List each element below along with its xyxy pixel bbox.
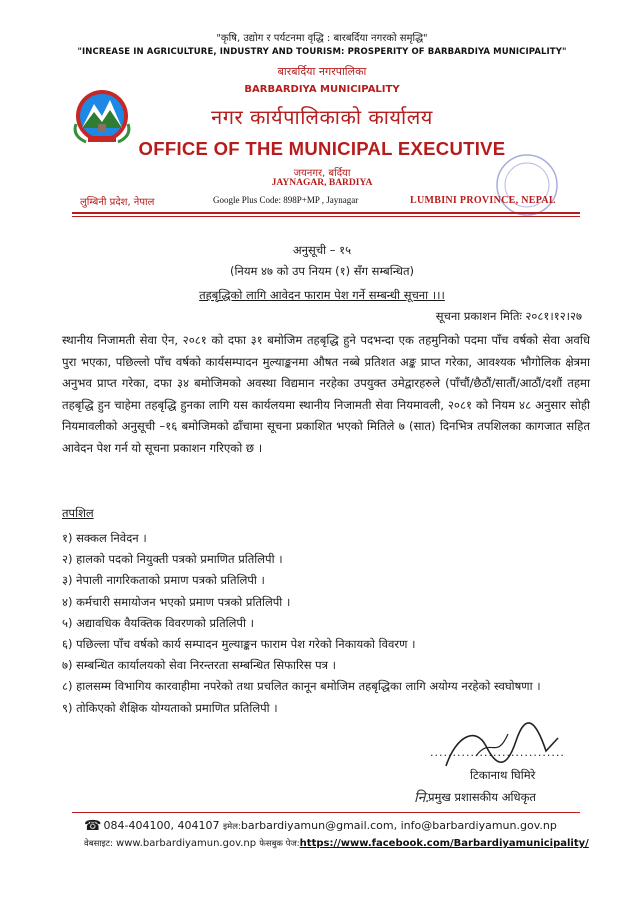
annex-number: अनुसूची – १५ bbox=[292, 243, 352, 257]
web-line bbox=[84, 838, 589, 849]
rule-reference: (नियम ४७ को उप नियम (१) सँग सम्बन्धित) bbox=[229, 264, 415, 278]
province-nepali: लुम्बिनी प्रदेश, नेपाल bbox=[80, 197, 155, 208]
province-english: LUMBINI PROVINCE, NEPAL bbox=[410, 195, 556, 206]
facebook-label: फेसबुक पेज: bbox=[259, 839, 300, 849]
phone-numbers: 084-404100, 404107 bbox=[103, 819, 220, 832]
place-english: JAYNAGAR, BARDIYA bbox=[271, 178, 373, 188]
website-link[interactable]: www.barbardiyamun.gov.np bbox=[116, 838, 257, 849]
list-item: ८) हालसम्म विभागिय कारवाहीमा नपरेको तथा प्रचलित कानून बमोजिम तहबृद्धिका लागि अयोग्य नरहेको स्वघोषणा । bbox=[62, 679, 541, 694]
signer-name: टिकानाथ घिमिरे bbox=[470, 768, 536, 782]
place-nepali: जयनगर, बर्दिया bbox=[293, 168, 351, 179]
footer-divider bbox=[72, 812, 580, 813]
municipality-name-nepali: बारबर्दिया नगरपालिका bbox=[277, 65, 367, 78]
google-plus-code: Google Plus Code: 898P+MP , Jaynagar bbox=[213, 195, 359, 205]
signature-line: .............................. bbox=[430, 746, 565, 759]
contact-line bbox=[84, 818, 557, 834]
motto-english: "INCREASE IN AGRICULTURE, INDUSTRY AND TOURISM: PROSPERITY OF BARBARDIYA MUNICIPALITY" bbox=[77, 47, 567, 57]
list-item: १) सक्कल निवेदन । bbox=[62, 531, 147, 545]
office-title-nepali: नगर कार्यपालिकाको कार्यालय bbox=[211, 105, 433, 129]
list-item: ३) नेपाली नागरिकताको प्रमाण पत्रको प्रतिलिपी । bbox=[62, 573, 265, 588]
list-item: २) हालको पदको नियुक्ती पत्रको प्रमाणित प्रतिलिपी । bbox=[62, 552, 283, 567]
notice-body: स्थानीय निजामती सेवा ऐन, २०८१ को दफा ३१ बमोजिम तहबृद्धि हुने पदभन्दा एक तहमुनिको पदमा पाँच वर्षको सेवा अवधि पुरा भएका, पछिल्लो पाँच वर्षको कार्यसम्पादन मुल्याङ्कनमा औषत नब्बे प्रतिशत अङ्क प्राप्त गरेका, आवश्यक भौगोलिक क्षेत्रमा अनुभव प्राप्त गरेका, दफा ३४ बमोजिमको अवस्था विद्यमान नरहेका उपयुक्त उमेद्वारहरुले (पाँचौं/छैठौं/सातौं/आठौं/दशौं तहमा तहबृद्धि हुन चाहेमा तहबृद्धि हुनका लागि यस कार्यलयमा स्थानीय निजामती सेवा नियमावली, २०८१ को नियम ४८ अनुसार सोही नियमावलीको अनुसूची –१६ बमोजिमको ढाँचामा सूचना प्रकाशित भएको मितिले ७ (सात) दिनभित्र तपशिलका कागजात सहित आवेदन पेश गर्न यो सूचना प्रकाशन गरिएको छ । bbox=[62, 333, 590, 455]
phone-icon: ☎ bbox=[84, 818, 102, 834]
website-label: वेबसाइट: bbox=[84, 839, 113, 849]
list-item: ४) कर्मचारी समायोजन भएको प्रमाण पत्रको प्रतिलिपी । bbox=[62, 594, 291, 609]
email-addresses[interactable]: barbardiyamun@gmail.com, info@barbardiyamun.gov.np bbox=[240, 819, 557, 832]
office-stamp bbox=[492, 150, 562, 220]
signer-title: प्रमुख प्रशासकीय अधिकृत bbox=[428, 790, 536, 804]
document-list bbox=[62, 528, 592, 719]
schedule-heading: तपशिल bbox=[62, 506, 94, 520]
list-item: ६) पछिल्ला पाँच वर्षको कार्य सम्पादन मुल्याङ्कन फाराम पेश गरेको निकायको विवरण । bbox=[62, 637, 416, 652]
publish-date: सूचना प्रकाशन मितिः २०८१।१२।२७ bbox=[435, 309, 582, 323]
list-item: ९) तोकिएको शैक्षिक योग्यताको प्रमाणित प्रतिलिपी । bbox=[62, 700, 278, 715]
municipality-name-english: BARBARDIYA MUNICIPALITY bbox=[244, 84, 400, 95]
list-item: ७) सम्बन्धित कार्यालयको सेवा निरन्तरता सम्बन्धित सिफारिस पत्र । bbox=[62, 658, 337, 673]
list-item: ५) अद्यावधिक वैयक्तिक विवरणको प्रतिलिपी । bbox=[62, 615, 254, 630]
signer-prefix: नि. bbox=[414, 790, 430, 806]
office-title-english: OFFICE OF THE MUNICIPAL EXECUTIVE bbox=[138, 138, 506, 159]
notice-title: तहबृद्धिको लागि आवेदन फाराम पेश गर्ने सम्बन्धी सूचना ।।। bbox=[199, 288, 445, 302]
email-label: इमेल: bbox=[222, 822, 241, 832]
header-divider-thin bbox=[72, 216, 580, 217]
facebook-link[interactable]: https://www.facebook.com/Barbardiyamunicipality/ bbox=[299, 838, 589, 849]
motto-nepali: "कृषि, उद्योग र पर्यटनमा वृद्धि : बारबर्दिया नगरको समृद्धि" bbox=[216, 33, 428, 44]
header-divider bbox=[72, 212, 580, 214]
